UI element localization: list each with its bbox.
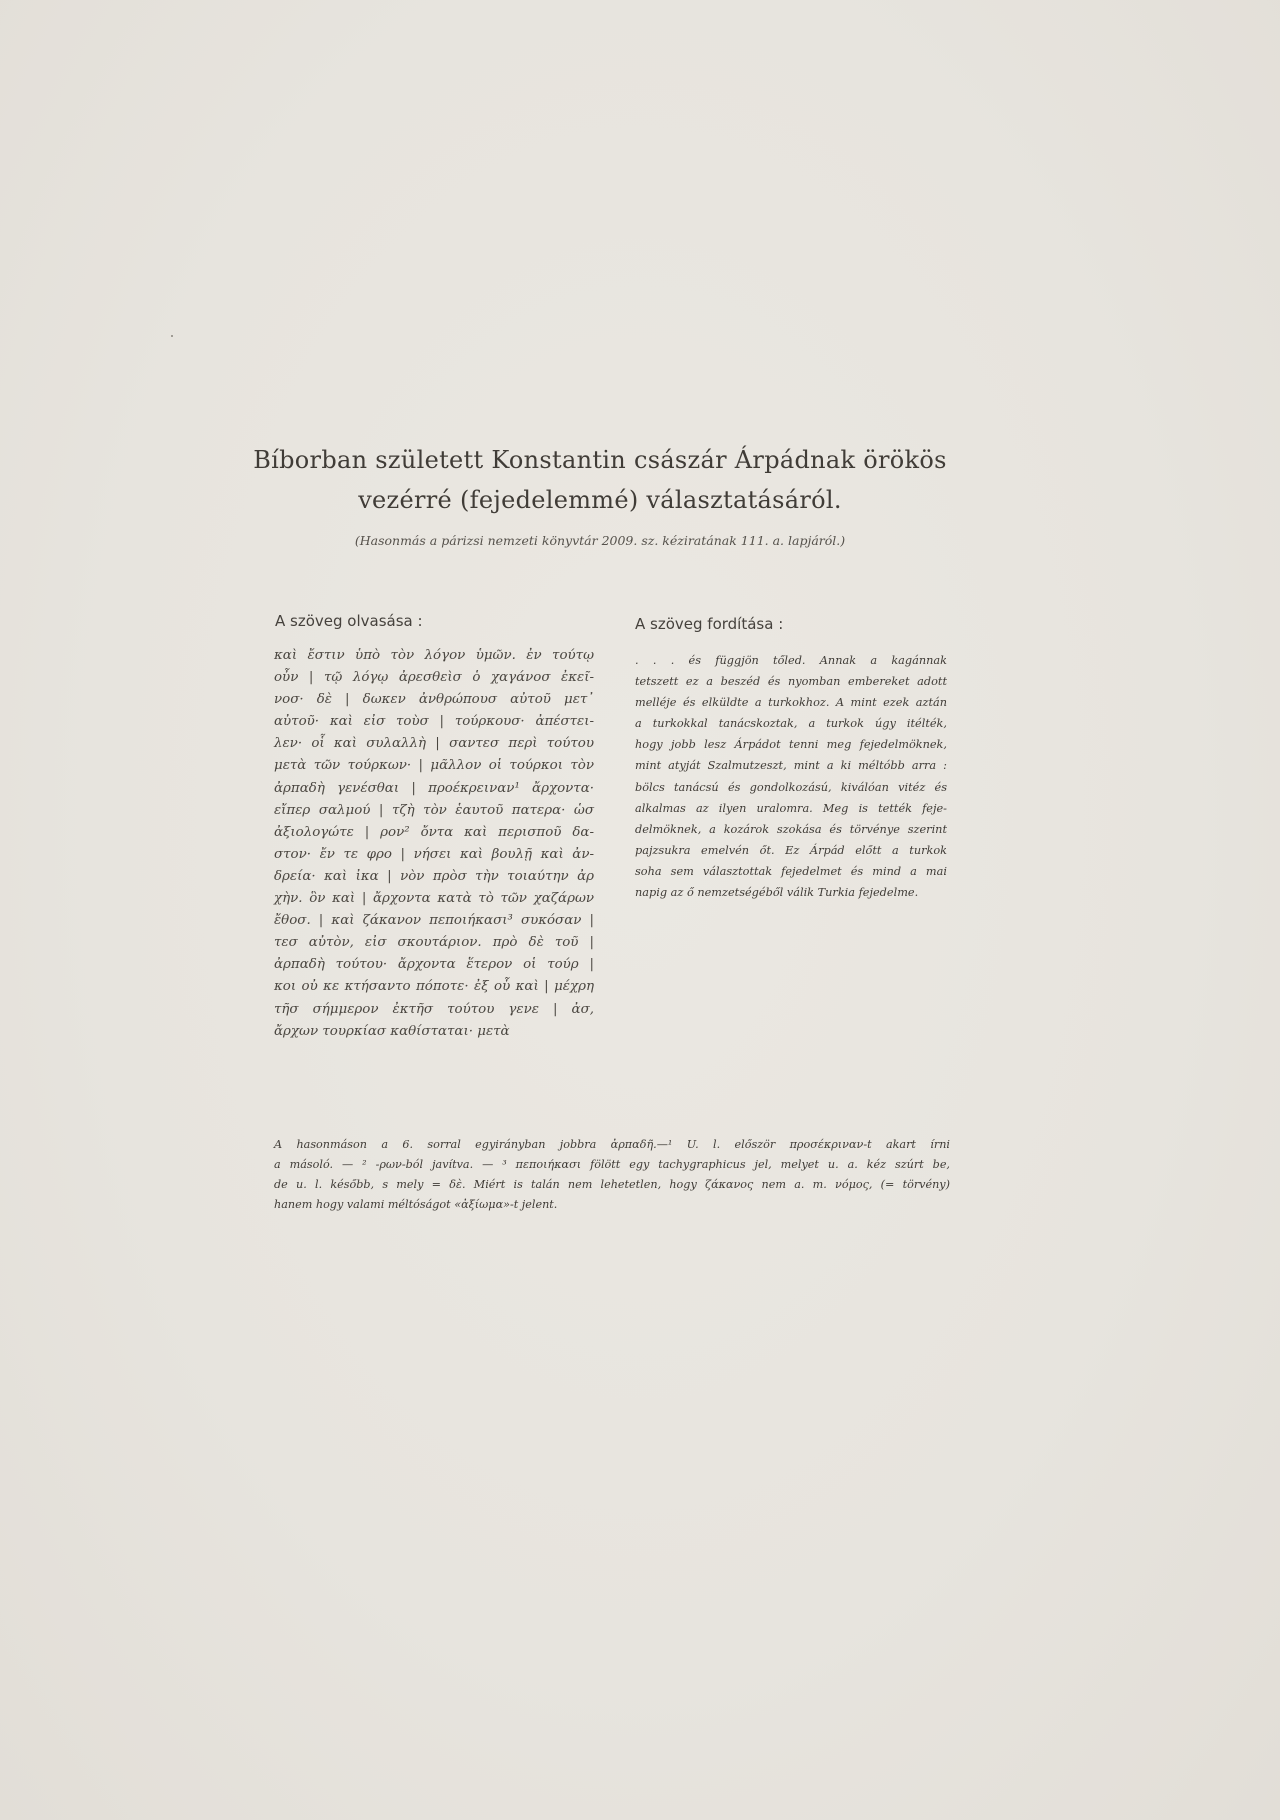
translation-line: pajzsukra emelvén őt. Ez Árpád előtt a turkok: [635, 843, 947, 857]
translation-line: soha sem választottak fejedelmet és mind a mai: [635, 864, 947, 878]
translation-line: delmöknek, a kozárok szokása és törvénye szerint: [635, 822, 947, 836]
greek-line: ἔθοσ. | καὶ ζάκανον πεποιήκασι³ συκόσαν |: [274, 913, 594, 929]
page-subtitle: (Hasonmás a párizsi nemzeti könyvtár 2009. sz. kéziratának 111. a. lapjáról.): [354, 533, 846, 548]
greek-line: στον· ἔν τε φρο | νήσει καὶ βουλῇ καὶ ἀν-: [274, 846, 594, 862]
translation-line: tetszett ez a beszéd és nyomban embereket adott: [635, 675, 947, 689]
greek-line: νοσ· δὲ | δωκεν ἀνθρώπουσ αὐτοῦ μετ᾽: [274, 692, 594, 708]
translation-line: alkalmas az ilyen uralomra. Meg is tették feje-: [635, 801, 947, 815]
translation-text-column: [635, 650, 947, 903]
paper-speck: [171, 335, 173, 337]
greek-line: τεσ αὐτὸν, εἰσ σκουτάριον. πρὸ δὲ τοῦ |: [274, 935, 594, 951]
greek-line: καὶ ἔστιν ὑπὸ τὸν λόγον ὑμῶν. ἐν τούτῳ: [274, 648, 594, 663]
translation-line: napig az ő nemzetségéből válik Turkia fejedelme.: [635, 886, 919, 900]
greek-line: ἀξιολογώτε | ρον² ὄντα καὶ περισποῦ δα-: [274, 824, 594, 840]
page-title: [240, 440, 960, 520]
greek-line: δρεία· καὶ ἰκα | νὸν πρὸσ τὴν τοιαύτην ἀρ: [274, 868, 594, 884]
footnotes: [274, 1135, 950, 1215]
translation-line: mint atyját Szalmutzeszt, mint a ki méltóbb arra :: [635, 759, 947, 773]
greek-text-column: [274, 645, 594, 1043]
greek-line: λεν· οἷ καὶ συλαλλὴ | σαντεσ περὶ τούτου: [274, 736, 594, 752]
greek-line: ἀρπαδὴ τούτου· ἄρχοντα ἕτερον οἱ τούρ |: [274, 957, 594, 973]
greek-line: οὖν | τῷ λόγῳ ἀρεσθεὶσ ὁ χαγάνοσ ἐκεῖ-: [274, 670, 594, 686]
greek-line: μετὰ τῶν τούρκων· | μᾶλλον οἱ τούρκοι τὸν: [274, 758, 594, 774]
greek-line: αὐτοῦ· καὶ εἰσ τοὺσ | τούρκουσ· ἀπέστει-: [274, 714, 594, 730]
greek-line: κοι οὐ κε κτήσαντο πόποτε· ἐξ οὗ καὶ | μέχρη: [274, 979, 594, 995]
reading-heading: A szöveg olvasása :: [275, 612, 423, 630]
translation-line: a turkokkal tanácskoztak, a turkok úgy itélték,: [635, 717, 947, 731]
translation-line: melléje és elküldte a turkokhoz. A mint ezek aztán: [635, 696, 947, 710]
translation-line: . . . és függjön tőled. Annak a kagánnak: [635, 654, 947, 667]
greek-line: ἄρχων τουρκίασ καθίσταται· μετὰ: [274, 1023, 510, 1039]
footnote-line: de u. l. később, s mely = δὲ. Miért is talán nem lehetetlen, hogy ζάκανος nem a. m. νόμος, (= törvény): [274, 1178, 950, 1191]
greek-line: ἀρπαδὴ γενέσθαι | προέκρειναν¹ ἄρχοντα·: [274, 780, 594, 796]
title-line-1: Bíborban született Konstantin császár Árpádnak örökös: [253, 446, 947, 474]
footnote-line: hanem hogy valami méltóságot «ἀξίωμα»-t jelent.: [274, 1198, 558, 1211]
translation-line: bölcs tanácsú és gondolkozású, kiválóan vitéz és: [635, 780, 947, 794]
greek-line: εἴπερ σαλμού | τζὴ τὸν ἑαυτοῦ πατερα· ὡσ: [274, 802, 594, 818]
greek-line: τῆσ σήμμερον ἐκτῆσ τούτου γενε | ἀσ,: [274, 1001, 594, 1017]
footnote-line: a másoló. — ² -ρων-ból javítva. — ³ πεποιήκασι fölött egy tachygraphicus jel, melyet u. a. kéz szúrt be,: [274, 1158, 950, 1171]
translation-heading: A szöveg fordítása :: [635, 615, 784, 633]
footnote-line: A hasonmáson a 6. sorral egyirányban jobbra ἀρπαδῆ.—¹ U. l. először προσέκριναν-t akart írni: [274, 1138, 950, 1151]
title-line-2: vezérré (fejedelemmé) választatásáról.: [358, 486, 842, 514]
greek-line: χὴν. ὃν καὶ | ἄρχοντα κατὰ τὸ τῶν χαζάρων: [274, 891, 594, 907]
translation-line: hogy jobb lesz Árpádot tenni meg fejedelmöknek,: [635, 738, 947, 752]
